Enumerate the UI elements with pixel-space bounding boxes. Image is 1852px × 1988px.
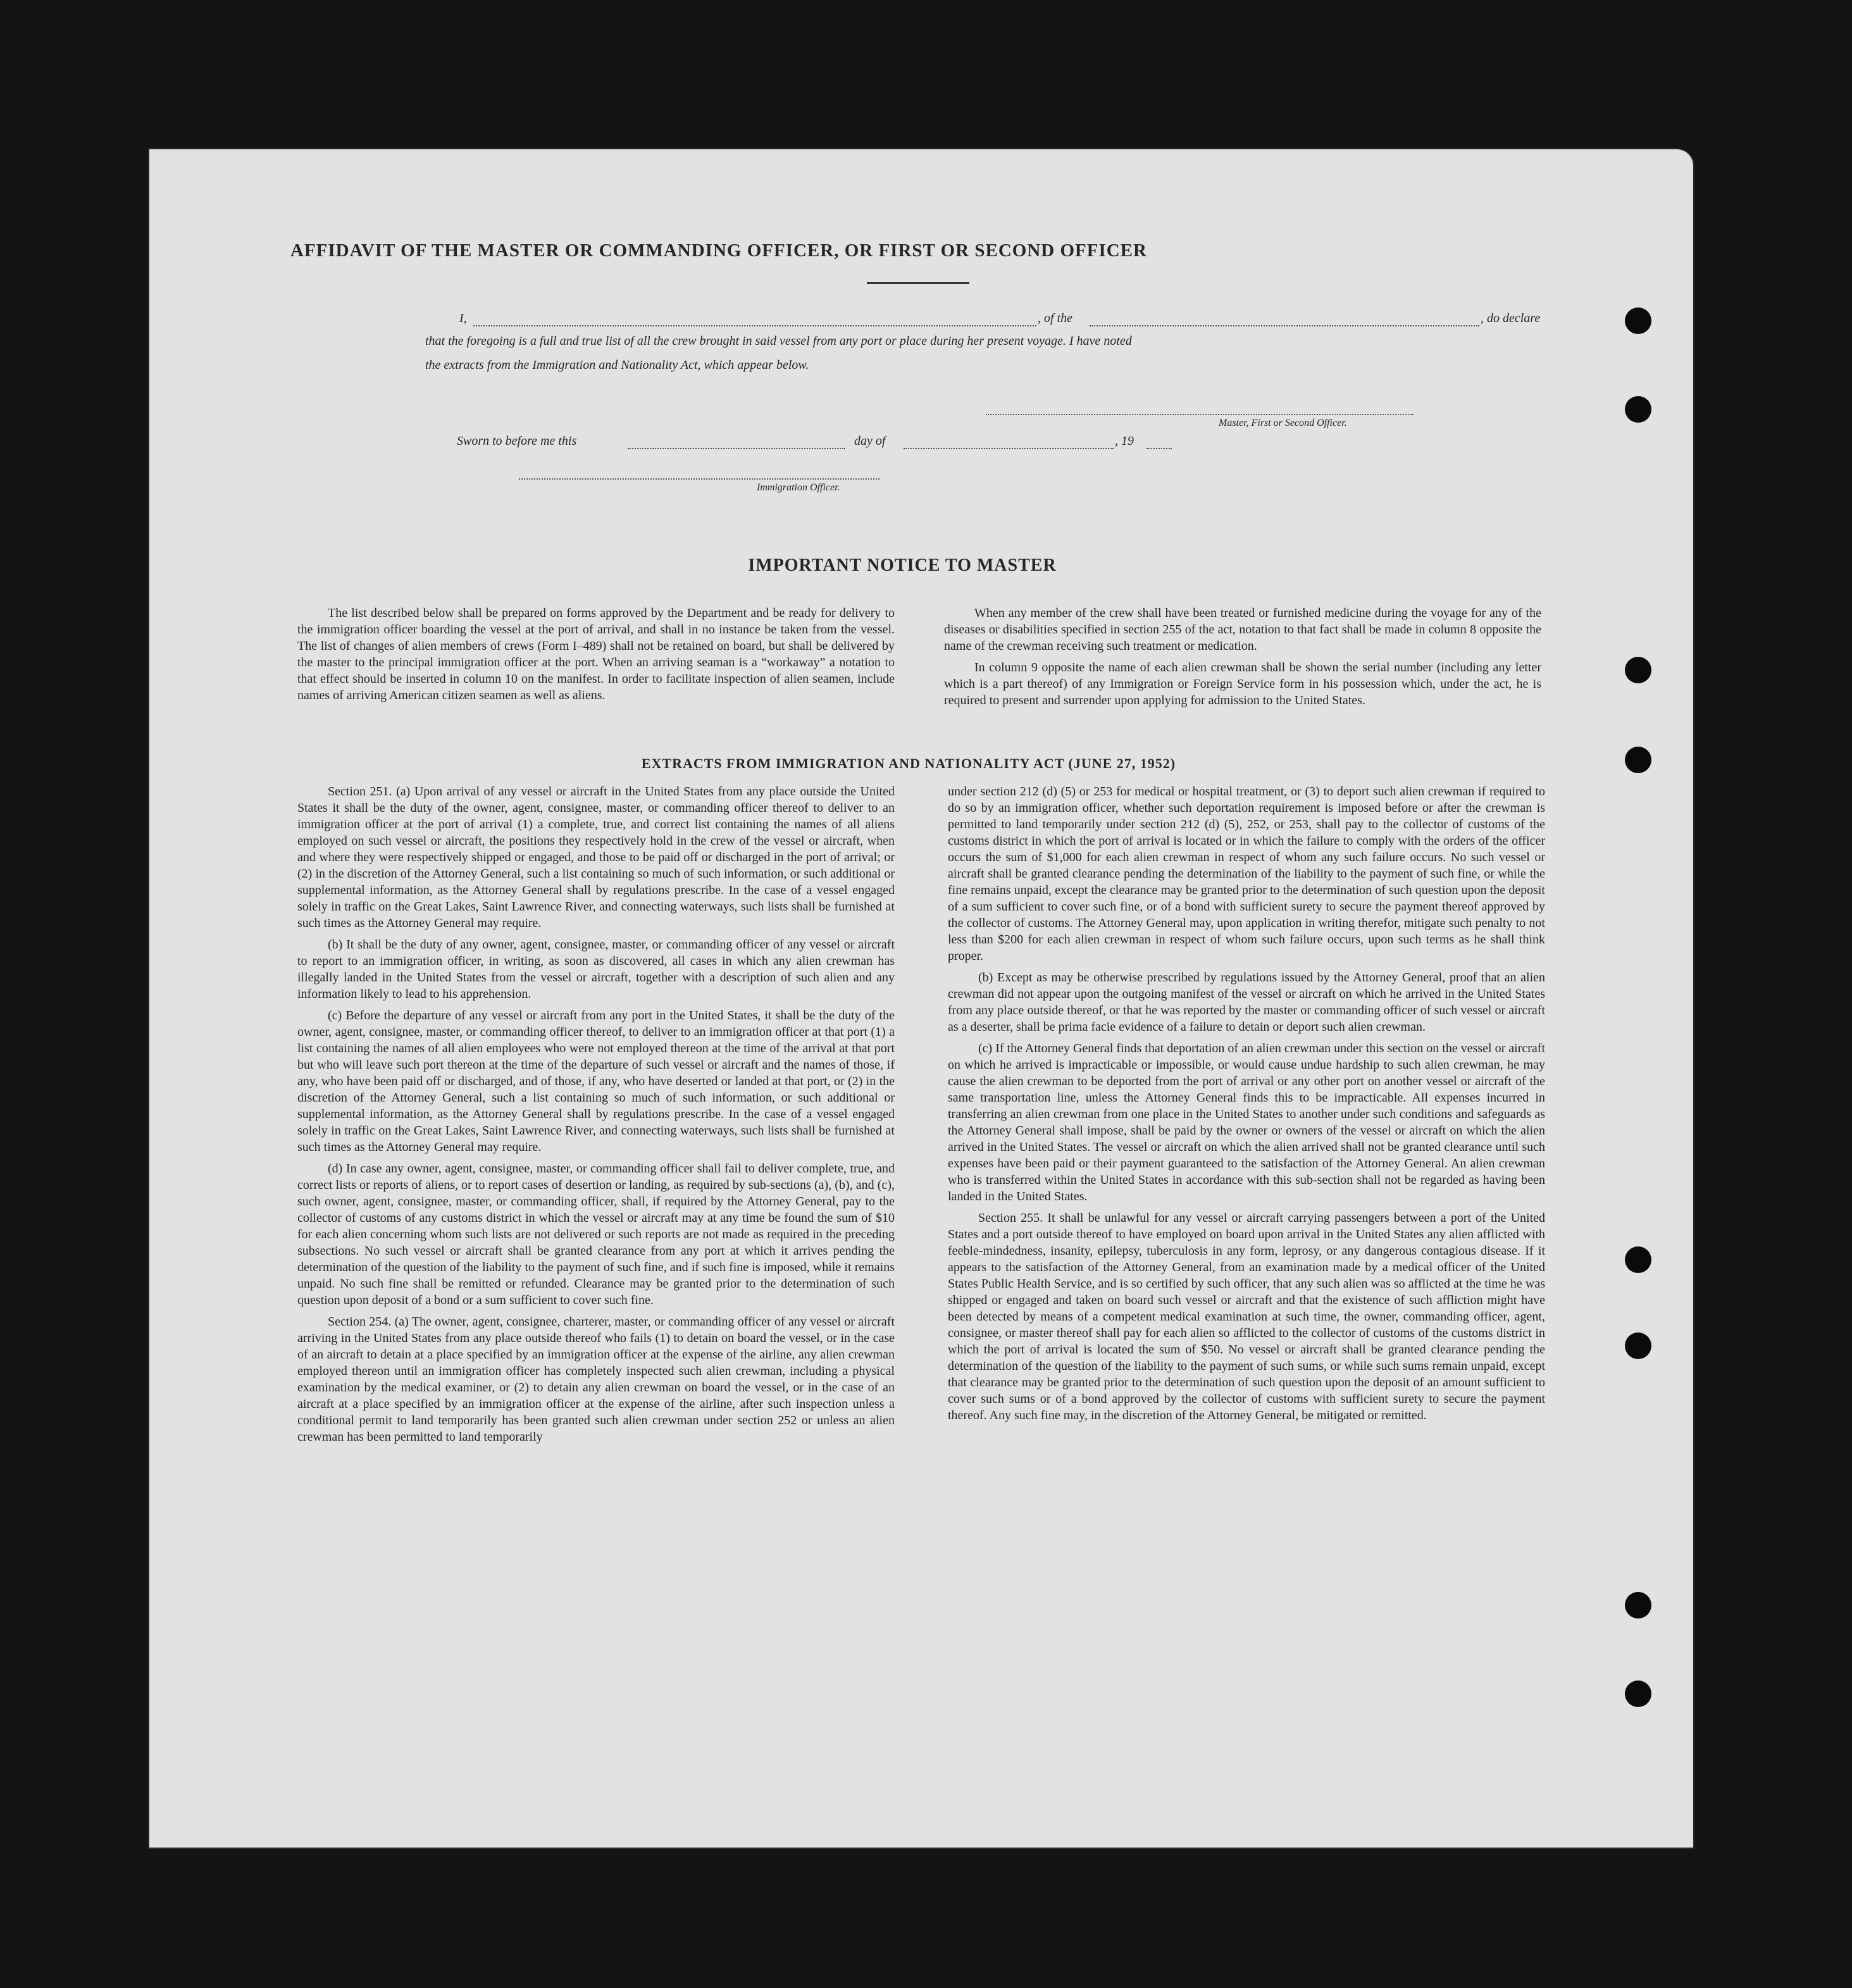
notice-right-paragraph: In column 9 opposite the name of each alien crewman shall be shown the serial number (including any letter which is a part thereof) of any Immigration or Foreign Service form in his possession which, under the act, he is required to present and surrender upon applying for admission to the United States. <box>944 661 1541 707</box>
sworn-month-blank[interactable] <box>904 448 1114 449</box>
notice-left-column <box>297 605 895 709</box>
binder-hole <box>1625 396 1651 423</box>
sworn-prefix: Sworn to before me this <box>457 434 577 448</box>
of-the-label: , of the <box>1038 311 1072 325</box>
notice-title: IMPORTANT NOTICE TO MASTER <box>748 556 1057 575</box>
sworn-day-blank[interactable] <box>628 448 845 449</box>
extracts-left-column <box>297 783 895 1450</box>
extract-paragraph: under section 212 (d) (5) or 253 for medical or hospital treatment, or (3) to deport such alien crewman if required to do so by an immigration officer, whether such deportation requirement is imposed before or after the crewman is permitted to land temporarily under section 212 (d) (5), 252, or 253, shall pay to the collector of customs of the customs district in which the port of arrival is located or in which the failure to comply with the orders of the officer occurs the sum of $1,000 for each alien crewman in respect of whom any such failure occurs. No such vessel or aircraft shall be granted clearance pending the determination of the liability to the payment of such fine, or while the fine remains unpaid, except the clearance may be granted prior to the determination of such question upon the deposit of a sum sufficient to cover such fine, or of a bond with sufficient surety to secure the payment thereof approved by the collector of customs. The Attorney General may, upon application in writing therefor, mitigate such penalty to not less than $200 for each alien crewman in respect of whom such failure occurs, upon such terms as he shall think proper. <box>948 785 1545 963</box>
officer-signature-blank[interactable] <box>519 478 879 480</box>
notice-left-paragraph: The list described below shall be prepared on forms approved by the Department and be ready for delivery to the immigration officer boarding the vessel at the port of arrival, and shall in no instance be taken from the vessel. The list of changes of alien members of crews (Form I–489) shall not be retained on board, but shall be delivered by the master to the principal immigration officer at the port. When an arriving seaman is a “workaway” a notation to that effect should be inserted in column 10 on the manifest. In order to facilitate inspection of alien seamen, include names of arriving American citizen seamen as well as aliens. <box>297 606 895 702</box>
binder-hole <box>1625 1246 1651 1273</box>
binder-hole <box>1625 1592 1651 1618</box>
binder-hole <box>1625 657 1651 683</box>
extracts-title: EXTRACTS FROM IMMIGRATION AND NATIONALITY ACT (JUNE 27, 1952) <box>641 755 1176 771</box>
master-signature-label: Master, First or Second Officer. <box>1219 418 1347 428</box>
declaration-line-1: that the foregoing is a full and true list of all the crew brought in said vessel from any port or place during her present voyage. I have noted <box>425 334 1132 348</box>
officer-signature-label: Immigration Officer. <box>757 482 840 493</box>
notice-right-paragraph: When any member of the crew shall have been treated or furnished medicine during the voyage for any of the diseases or disabilities specified in section 255 of the act, notation to that fact shall be made in column 8 opposite the name of the crewman receiving such treatment or medication. <box>944 606 1541 653</box>
sworn-year-blank[interactable] <box>1147 448 1172 449</box>
year-prefix: , 19 <box>1115 434 1134 448</box>
binder-hole <box>1625 1680 1651 1707</box>
notice-right-column <box>944 605 1541 714</box>
affidavit-title: AFFIDAVIT OF THE MASTER OR COMMANDING OFFICER, OR FIRST OR SECOND OFFICER <box>290 240 1147 261</box>
extract-paragraph: Section 255. It shall be unlawful for any vessel or aircraft carrying passengers between a port of the United States and a port outside thereof to have employed on board upon arrival in the United States any alien afflicted with feeble-mindedness, insanity, epilepsy, tuberculosis in any form, leprosy, or any dangerous contagious disease. If it appears to the satisfaction of the Attorney General, from an examination made by a medical officer of the United States Public Health Service, and is so certified by such officer, that any such alien was so afflicted at the time he was shipped or engaged and taken on board such vessel or aircraft and that the existence of such affliction might have been detected by means of a competent medical examination at such time, the owner, commanding officer, agent, consignee, or master thereof shall pay for each alien so afflicted to the collector of customs of the customs district in which the port of arrival is located the sum of $50. No vessel or aircraft shall be granted clearance pending the determination of the question of the liability to the payment of such sums, or while such sums remain unpaid, except that clearance may be granted prior to the determination of such question upon the deposit of an amount sufficient to cover such sums or of a bond approved by the collector of customs with sufficient surety to secure the payment thereof. Any such fine may, in the discretion of the Attorney General, be mitigated or remitted. <box>948 1211 1545 1422</box>
do-declare-label: , do declare <box>1481 311 1541 325</box>
i-prefix: I, <box>459 311 467 325</box>
name-blank[interactable] <box>473 325 1036 326</box>
extract-paragraph: (d) In case any owner, agent, consignee, master, or commanding officer shall fail to deliver complete, true, and correct lists or reports of aliens, or to report cases of desertion or landing, as required by sub-sections (a), (b), and (c), such owner, agent, consignee, master, or commanding officer, shall, if required by the Attorney General, pay to the collector of customs of any customs district in which the vessel or aircraft may at any time be found the sum of $10 for each alien concerning whom such lists are not delivered or such reports are not made as required in the preceding subsections. No such vessel or aircraft shall be granted clearance from any port at which it arrives pending the determination of the question of the liability to the payment of such fine, and if such fine is imposed, while it remains unpaid. No such fine shall be remitted or refunded. Clearance may be granted prior to the determination of such question upon deposit of a bond or a sum sufficient to cover such fine. <box>297 1162 895 1307</box>
document-page <box>149 149 1693 1848</box>
extracts-right-column <box>948 783 1545 1429</box>
declaration-line-2: the extracts from the Immigration and Nationality Act, which appear below. <box>425 358 809 372</box>
extract-paragraph: (b) Except as may be otherwise prescribed by regulations issued by the Attorney General, proof that an alien crewman did not appear upon the outgoing manifest of the vessel or aircraft on which he arrived in the United States from any place outside thereof, or that he was reported by the master or commanding officer of such vessel or aircraft as a deserter, shall be prima facie evidence of a failure to detain or deport such alien crewman. <box>948 971 1545 1034</box>
extract-paragraph: Section 251. (a) Upon arrival of any vessel or aircraft in the United States from any place outside the United States it shall be the duty of the owner, agent, consignee, master, or commanding officer thereof to deliver to an immigration officer at the port of arrival (1) a complete, true, and correct list containing the names of all aliens employed on such vessel or aircraft, the positions they respectively hold in the crew of the vessel or aircraft, when and where they were respectively shipped or engaged, and those to be paid off or discharged in the port of arrival; or (2) in the discretion of the Attorney General, such a list containing so much of such information, or such additional or supplemental information, as the Attorney General shall by regulations prescribe. In the case of a vessel engaged solely in traffic on the Great Lakes, Saint Lawrence River, and connecting waterways, such lists shall be furnished at such times as the Attorney General may require. <box>297 785 895 930</box>
extract-paragraph: (c) Before the departure of any vessel or aircraft from any port in the United States, it shall be the duty of the owner, agent, consignee, master, or commanding officer thereof, to deliver to an immigration officer at that port (1) a list containing the names of all alien employees who were not employed thereon at the time of the arrival at that port but who will leave such port thereon at the time of the departure of such vessel or aircraft and the names of those, if any, who have been paid off or discharged, and of those, if any, who have deserted or landed at that port, or (2) in the discretion of the Attorney General, such a list containing so much of such information, or such additional or supplemental information, as the Attorney General shall by regulations prescribe. In the case of a vessel engaged solely in traffic on the Great Lakes, Saint Lawrence River, and connecting waterways, such lists shall be furnished at such times as the Attorney General may require. <box>297 1009 895 1154</box>
vessel-blank[interactable] <box>1090 325 1479 326</box>
extract-paragraph: Section 254. (a) The owner, agent, consignee, charterer, master, or commanding officer of any vessel or aircraft arriving in the United States from any place outside thereof who fails (1) to detain on board the vessel, or in the case of an aircraft to detain at a place specified by an immigration officer at the expense of the airline, any alien crewman employed thereon until an immigration officer has completely inspected such alien crewman, including a physical examination by the medical examiner, or (2) to detain any alien crewman on board the vessel, or in the case of an aircraft at a place specified by an immigration officer at the expense of the airline, after such inspection unless a conditional permit to land temporarily has been granted such alien crewman under section 252 or unless an alien crewman has been permitted to land temporarily <box>297 1315 895 1444</box>
day-of-label: day of <box>854 434 886 448</box>
master-signature-blank[interactable] <box>986 414 1414 415</box>
binder-hole <box>1625 1333 1651 1359</box>
binder-hole <box>1625 308 1651 334</box>
title-divider <box>867 282 969 284</box>
extract-paragraph: (b) It shall be the duty of any owner, agent, consignee, master, or commanding officer of any vessel or aircraft to report to an immigration officer, in writing, as soon as discovered, all cases in which any alien crewman has illegally landed in the United States from the vessel or aircraft, together with a description of such alien and any information likely to lead to his apprehension. <box>297 938 895 1001</box>
extract-paragraph: (c) If the Attorney General finds that deportation of an alien crewman under this section on the vessel or aircraft on which he arrived is impracticable or impossible, or would cause undue hardship to such alien crewman, he may cause the alien crewman to be deported from the port of arrival or any other port on another vessel or aircraft of the same transportation line, unless the Attorney General finds this to be impracticable. All expenses incurred in transferring an alien crewman from one place in the United States to another under such conditions and safeguards as the Attorney General shall impose, shall be paid by the owner or owners of the vessel or aircraft on which the alien arrived in the United States. The vessel or aircraft on which the alien arrived shall not be granted clearance until such expenses have been paid or their payment guaranteed to the satisfaction of the Attorney General. An alien crewman who is transferred within the United States in accordance with this sub-section shall not be regarded as having been landed in the United States. <box>948 1041 1545 1203</box>
